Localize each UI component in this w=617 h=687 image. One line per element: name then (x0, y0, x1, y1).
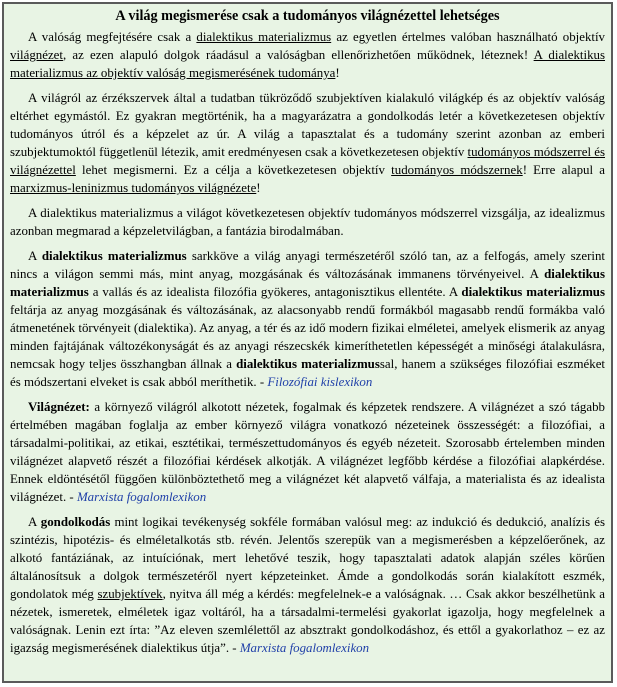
text: A (28, 515, 41, 529)
source-filozofiai-kislexikon[interactable]: Filozófiai kislexikon (267, 375, 373, 389)
paragraph-4 (10, 247, 605, 391)
source-marxista-fogalomlexikon[interactable]: Marxista fogalomlexikon (239, 641, 370, 655)
link-dialektikus-materializmus[interactable]: dialektikus materializmus (196, 30, 332, 44)
text: A valóság megfejtésére csak a (28, 30, 197, 44)
text: , nyitva áll még a kérdés: megfelelnek-e a valóságnak. … Csak akkor beszélhetünk a nézetek, ismeretek, elméletek igaz voltáról, ha a társadalmi-termelési gyakorlat igazolja, hogy megfelelnek a valóságnak. Lenin ezt írta: ”Az eleven szemlélettől az absztrakt gondolkodáshoz, és ettől a gyakorlathoz – ez az igazság megismerésének dialektikus útja”. - (10, 587, 605, 655)
text: A (28, 249, 42, 263)
text: ! Erre alapul a (522, 163, 605, 177)
text: lehet megismerni. Ez a célja a következetesen objektív (75, 163, 392, 177)
paragraph-5 (10, 398, 605, 506)
term-bold: Világnézet: (28, 400, 90, 414)
link-tudomanyos-modszer[interactable]: tudományos módszernek (391, 163, 523, 177)
link-objektiv-valosag[interactable]: A dialektikus materializmus az objektív valóság megismerésének tudománya (10, 48, 606, 80)
text: a környező világról alkotott nézetek, fogalmak és képzetek rendszere. A világnézet a szó tágabb értelmében magában foglalja az ember környező világra vonatkozó nézeteinek összességét: a filozófiai, a társadalmi-politikai, az etikai, esztétikai, természettudományos és egyéb nézeteit. Szorosabb értelemben minden világnézet alapvető részét a filozófiai kérdések alkotják. A világnézet legfőbb kérdése a filozófiai alapkérdése. Ennek eldöntésétől függően különböztethető meg a világnézet két alapvető válfaja, a materialista és az idealista világnézet. - (10, 400, 605, 504)
term-bold: dialektikus materializmus (41, 249, 187, 263)
text: mint logikai tevékenység sokféle formában valósul meg: az indukció és dedukció, analízis és szintézis, hipotézis- és elméletalkotás stb. révén. Jelentős szerepük van a megismerésben a képzelőerőnek, az alkotó fantáziának, az intuíciónak, mert lehetővé teszik, hogy tapasztalati adatok alapján széles körűen általánosítsuk a dolgok természetéről nyert képzeteinket. Ámde a gondolkodás során kialakított eszmék, gondolatok még (10, 515, 605, 601)
paragraph-6 (10, 513, 605, 657)
article-box (2, 2, 613, 683)
paragraph-2 (10, 89, 605, 197)
page-title: A világ megismerése csak a tudományos világnézettel lehetséges (115, 8, 500, 24)
link-tudomanyos-modszer-vilagnezet[interactable]: tudományos módszerrel és világnézettel (10, 145, 605, 177)
term-bold: gondolkodás (40, 515, 111, 529)
text: sarkköve a világ anyagi természetéről szóló tan, az a felfogás, amely szerint nincs a világon semmi más, mint anyag, mozgásának és változásának immanens törvényeivel. A (10, 249, 605, 281)
text: , az ezen alapuló dolgok ráadásul a valóságban ellenőrizhetően működnek, léteznek! (62, 48, 534, 62)
paragraph-3: A dialektikus materializmus a világot következetesen objektív tudományos módszerrel vizsgálja, az idealizmus azonban megmarad a képzeletvilágban, a fantázia birodalmában. (10, 206, 605, 238)
link-vilagnezet[interactable]: világnézet (10, 48, 63, 62)
link-szubjektivek[interactable]: szubjektívek (97, 587, 163, 601)
term-bold: dialektikus materializmus (236, 357, 380, 371)
text: ! (256, 181, 261, 195)
paragraph-1 (10, 28, 605, 82)
text: feltárja az anyag mozgásának és változásának, az alacsonyabb rendű formákból magasabb rendű formákba való átmenetének törvényeit (dialektika). Az anyag, a tér és az idő modern fizikai elméletei, amelyek elismerik az anyag minden fajtájának változékonyságát és az anyagi részecskék kimeríthetetlen képességét a minőségi átalakulásra, nemcsak hogy teljes összhangban állnak a (10, 303, 605, 371)
text: sal, hanem a szükséges filozófiai eszméket és módszertani elveket is csak abból meríthetik. - (10, 357, 605, 389)
term-bold: dialektikus materializmus (461, 285, 605, 299)
text: az egyetlen értelmes valóban használható objektív (331, 30, 605, 44)
text: A világról az érzékszervek által a tudatban tükröződő szubjektíven kialakuló világkép és az objektív valóság eltérhet egymástól. Ez gyakran megtörténik, ha a magyarázatra a gondolkodás letér a következetesen objektív tudományos útról és a képzelet az úr. A világ a tapasztalat és a tudomány szerint azonban az emberi szubjektumoktól függetlenül létezik, amit eredményesen csak a következetesen objektív (10, 91, 605, 159)
source-marxista-fogalomlexikon[interactable]: Marxista fogalomlexikon (76, 490, 207, 504)
text: a vallás és az idealista filozófia gyökeres, antagonisztikus ellentéte. A (88, 285, 462, 299)
link-marxizmus-leninizmus[interactable]: marxizmus-leninizmus tudományos világnézete (10, 181, 257, 195)
text: ! (335, 66, 340, 80)
term-bold: dialektikus materializmus (10, 267, 605, 299)
